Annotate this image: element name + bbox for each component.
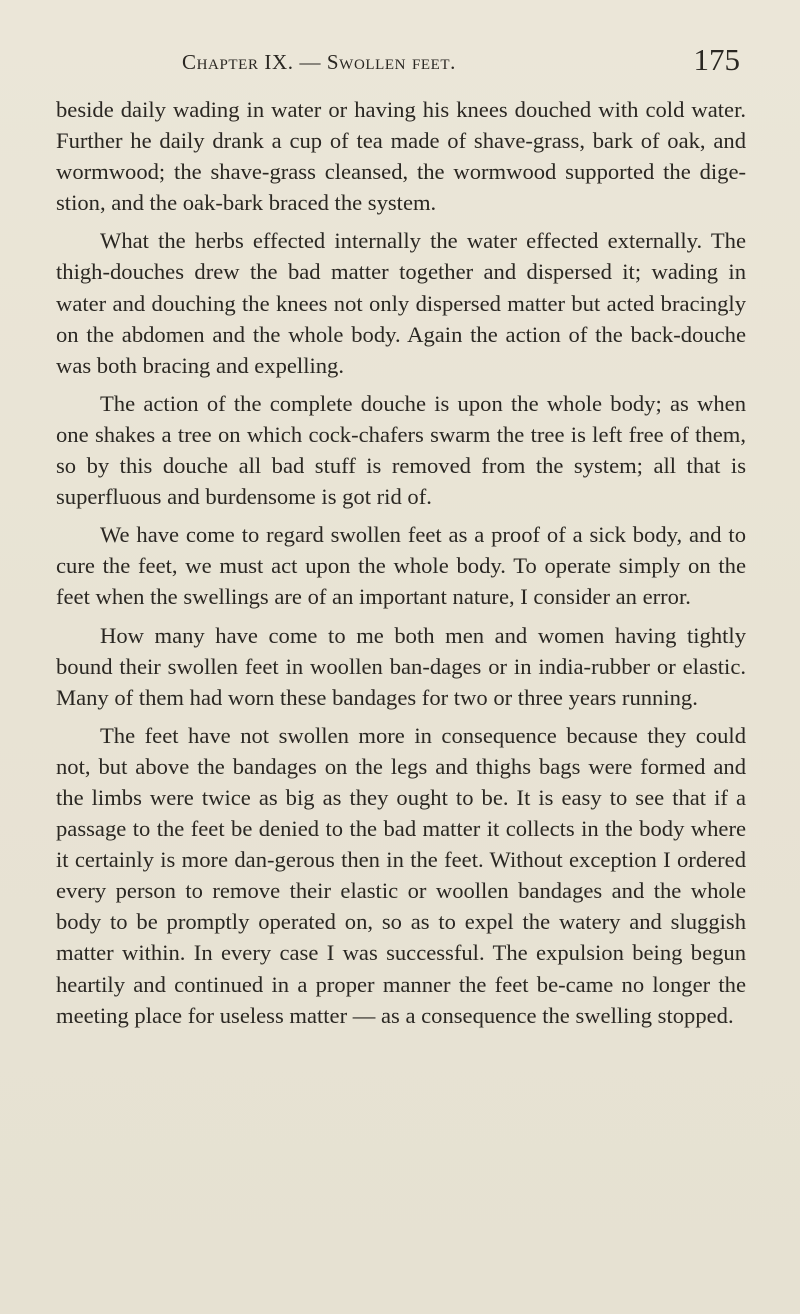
paragraph: How many have come to me both men and women having tightly bound their swollen feet in woollen ban-dages or in india-rubber or elastic. Many of them had worn these bandages for two or three years running. — [56, 622, 746, 710]
paragraph: beside daily wading in water or having his knees douched with cold water. Further he daily drank a cup of tea made of shave-grass, bark of oak, and wormwood; the shave-grass cleansed, the wormwood supported the dige-stion, and the oak-bark braced the system. — [56, 97, 746, 216]
paragraph: We have come to regard swollen feet as a proof of a sick body, and to cure the feet, we must act upon the whole body. To operate simply on the feet when the swellings are of an important nature, I consider an error. — [56, 522, 746, 610]
paragraph: What the herbs effected internally the water effected externally. The thigh-douches drew the bad matter together and dispersed it; wading in water and douching the knees not only dispersed matter but acted bracingly on the abdomen and the whole body. Again the action of the back-douche was both bracing and expelling. — [56, 228, 746, 378]
running-head — [70, 44, 760, 84]
paragraph: The action of the complete douche is upon the whole body; as when one shakes a tree on which cock-chafers swarm the tree is left free of them, so by this douche all bad stuff is removed from the system; all that is superfluous and burdensome is got rid of. — [56, 390, 746, 510]
paragraph: The feet have not swollen more in consequence because they could not, but above the bandages on the legs and thighs bags were formed and the limbs were twice as big as they ought to be. It is easy to see that if a passage to the feet be denied to the bad matter it collects in the body where it certainly is more dan-gerous then in the feet. Without exception I ordered every person to remove their elastic or woollen bandages and the whole body to be promptly operated on, so as to expel the watery and sluggish matter within. In every case I was successful. The expulsion being begun heartily and continued in a proper manner the feet be-came no longer the meeting place for useless matter — as a consequence the swelling stopped. — [56, 722, 746, 1028]
page-number: 175 — [693, 42, 740, 77]
chapter-title: Chapter IX. — Swollen feet. — [182, 50, 457, 74]
body-text — [56, 94, 746, 1031]
